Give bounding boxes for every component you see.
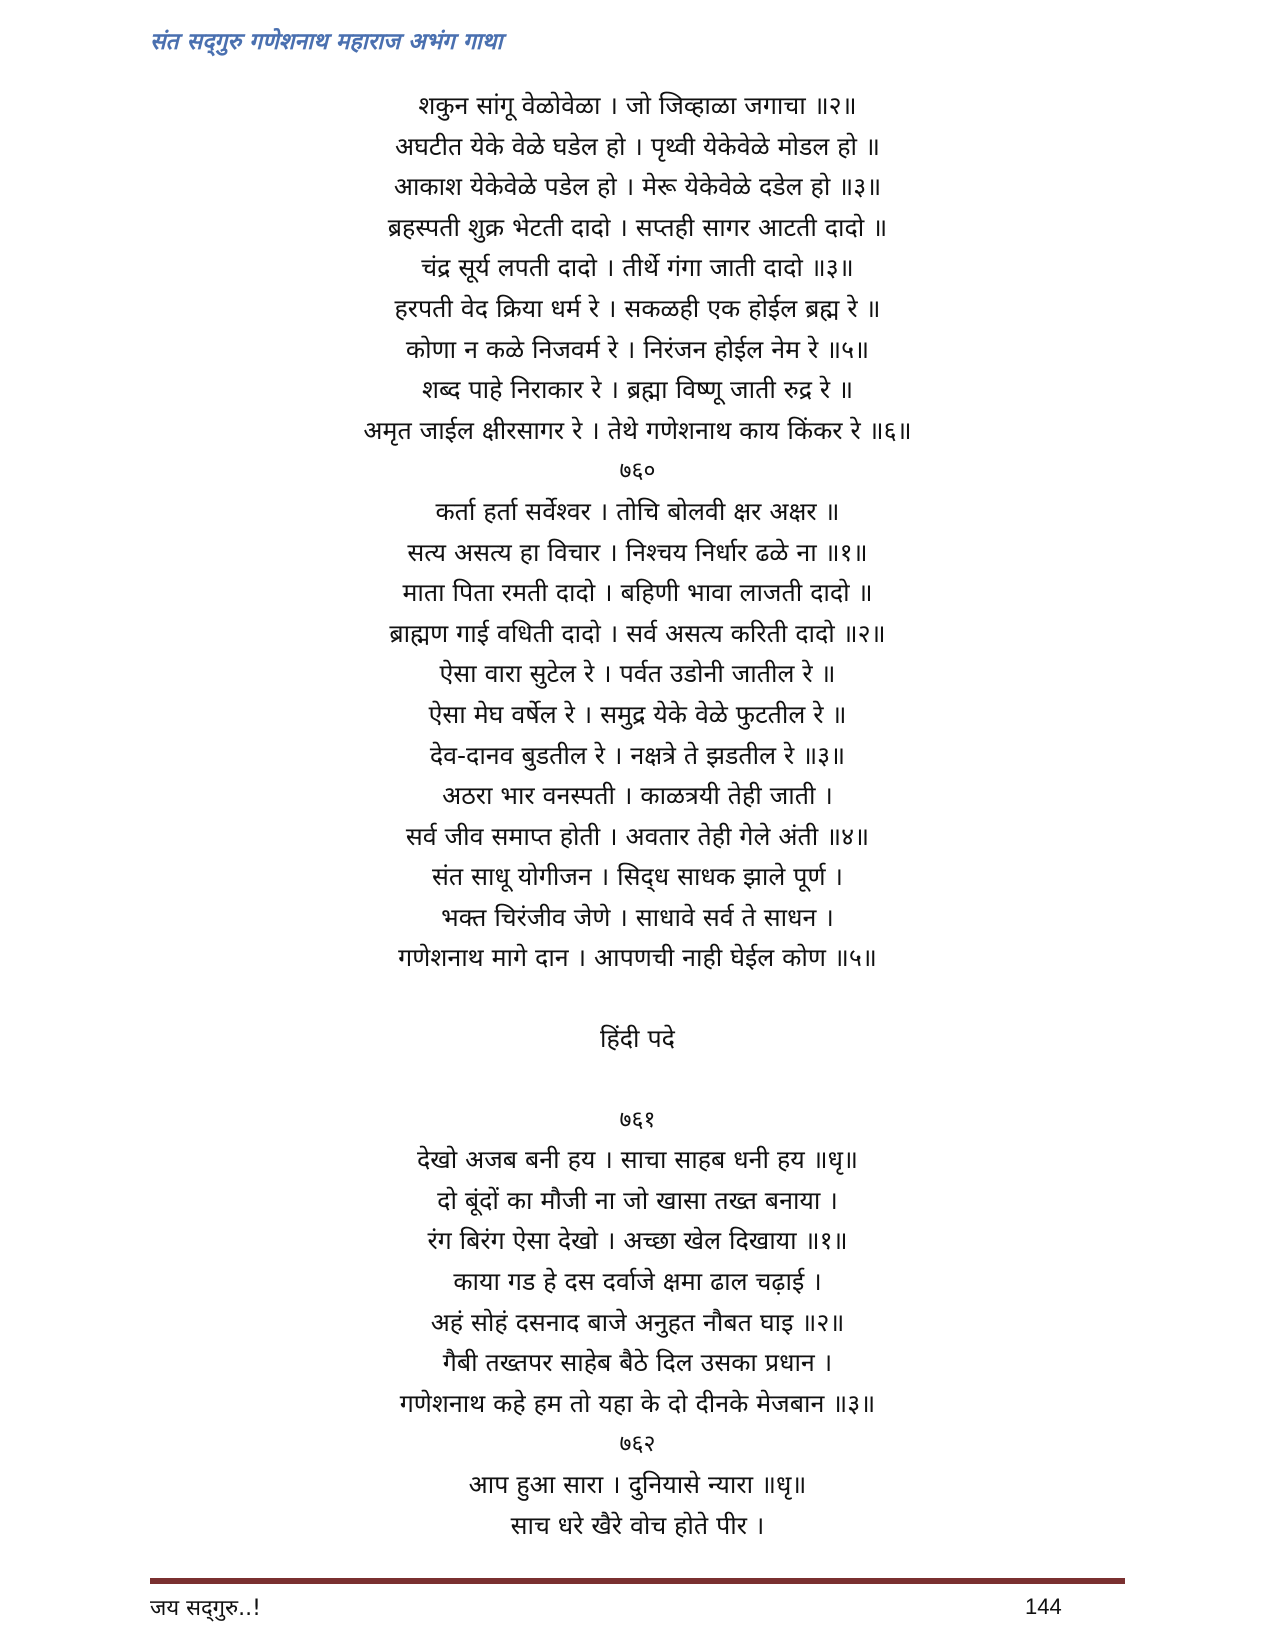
verse-line: ब्रहस्पती शुक्र भेटती दादो । सप्तही सागर आटती दादो ॥	[387, 212, 888, 242]
verse-line: माता पिता रमती दादो । बहिणी भावा लाजती दादो ॥	[402, 578, 873, 608]
footer-divider	[150, 1578, 1125, 1584]
verse-line: अहं सोहं दसनाद बाजे अनुहत नौबत घाइ ॥२॥	[430, 1307, 845, 1337]
spacer	[150, 1060, 1125, 1100]
verse-line: सत्य असत्य हा विचार । निश्चय निर्धार ढळे ना ॥१॥	[407, 537, 868, 567]
verse-line: ऐसा वारा सुटेल रे । पर्वत उडोनी जातील रे ॥	[439, 659, 836, 689]
verse-block-2	[150, 492, 1125, 979]
verse-line: गैबी तख्तपर साहेब बैठे दिल उसका प्रधान ।	[442, 1348, 833, 1378]
verse-line: कोणा न कळे निजवर्म रे । निरंजन होईल नेम रे ॥५॥	[405, 334, 870, 364]
verse-block-4	[150, 1465, 1125, 1546]
verse-line: दो बूंदों का मौजी ना जो खासा तख्त बनाया ।	[437, 1185, 838, 1215]
abhang-number-760: ७६०	[619, 458, 656, 485]
verse-line: गणेशनाथ कहे हम तो यहा के दो दीनके मेजबान ॥३॥	[399, 1388, 876, 1418]
verse-block-1	[150, 86, 1125, 451]
verse-line: चंद्र सूर्य लपती दादो । तीर्थे गंगा जाती दादो ॥३॥	[421, 253, 854, 283]
verse-block-3	[150, 1140, 1125, 1424]
verse-line: देव-दानव बुडतील रे । नक्षत्रे ते झडतील रे ॥३॥	[429, 740, 846, 770]
spacer	[150, 979, 1125, 1019]
verse-line: काया गड हे दस दर्वाजे क्षमा ढाल चढ़ाई ।	[453, 1267, 822, 1297]
verse-line: आप हुआ सारा । दुनियासे न्यारा ॥धृ॥	[468, 1470, 807, 1499]
section-title: हिंदी पदे	[600, 1024, 675, 1054]
verse-line: देखो अजब बनी हय । साचा साहब धनी हय ॥धृ॥	[417, 1145, 858, 1175]
verse-line: अघटीत येके वेळे घडेल हो । पृथ्वी येकेवेळे मोडल हो ॥	[395, 131, 880, 161]
abhang-number-762: ७६२	[619, 1431, 656, 1458]
page-number: 144	[1025, 1594, 1062, 1619]
verse-line: शब्द पाहे निराकार रे । ब्रह्मा विष्णू जाती रुद्र रे ॥	[421, 375, 854, 405]
verse-line: गणेशनाथ मागे दान । आपणची नाही घेईल कोण ॥५॥	[398, 943, 877, 973]
verse-line: अठरा भार वनस्पती । काळत्रयी तेही जाती ।	[442, 781, 833, 811]
verse-line: आकाश येकेवेळे पडेल हो । मेरू येकेवेळे दडेल हो ॥३॥	[393, 172, 882, 202]
verse-line: साच धरे खैरे वोच होते पीर ।	[510, 1510, 765, 1540]
verse-line: शकुन सांगू वेळोवेळा । जो जिव्हाळा जगाचा ॥२॥	[418, 91, 857, 120]
running-header: संत सद्‌गुरु गणेशनाथ महाराज अभंग गाथा	[150, 29, 503, 55]
verse-line: सर्व जीव समाप्त होती । अवतार तेही गेले अंती ॥४॥	[405, 821, 870, 851]
page-content	[150, 86, 1125, 1546]
verse-line: ब्राह्मण गाई वधिती दादो । सर्व असत्य करिती दादो ॥२॥	[389, 618, 886, 648]
verse-line: हरपती वेद क्रिया धर्म रे । सकळही एक होईल ब्रह्म रे ॥	[394, 293, 881, 323]
verse-line: संत साधू योगीजन । सिद्‌ध साधक झाले पूर्ण ।	[432, 862, 843, 892]
verse-line: रंग बिरंग ऐसा देखो । अच्छा खेल दिखाया ॥१॥	[427, 1226, 848, 1256]
footer-motto: जय सद्‌गुरु..!	[150, 1596, 261, 1621]
verse-line: ऐसा मेघ वर्षेल रे । समुद्र येके वेळे फुटतील रे ॥	[428, 699, 847, 729]
abhang-number-761: ७६१	[619, 1106, 656, 1133]
verse-line: कर्ता हर्ता सर्वेश्वर । तोचि बोलवी क्षर अक्षर ॥	[435, 496, 840, 526]
verse-line: भक्त चिरंजीव जेणे । साधावे सर्व ते साधन ।	[441, 902, 834, 932]
verse-line: अमृत जाईल क्षीरसागर रे । तेथे गणेशनाथ काय किंकर रे ॥६॥	[363, 415, 912, 445]
